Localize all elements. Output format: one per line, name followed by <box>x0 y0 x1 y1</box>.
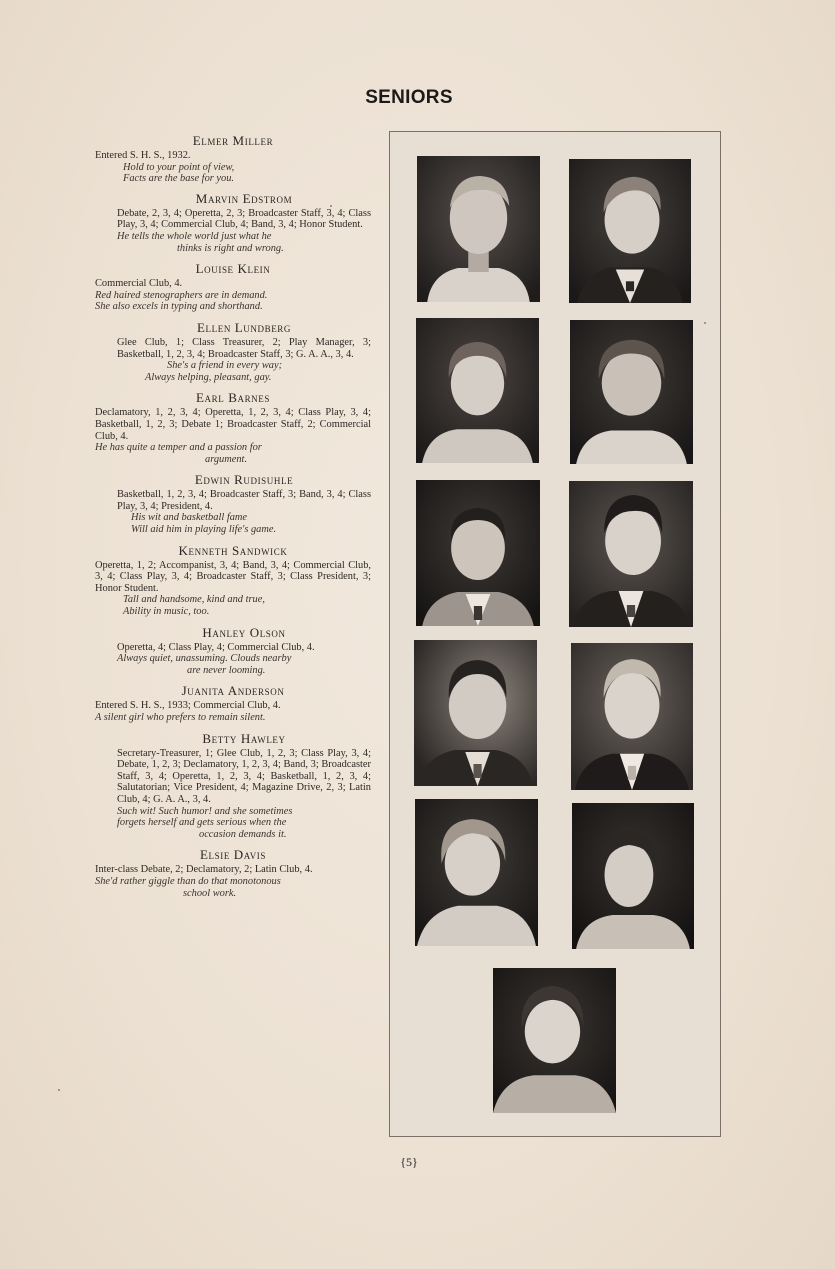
quote-line: Always helping, pleasant, gay. <box>145 371 272 383</box>
senior-entry <box>95 133 371 185</box>
quote-line: Red haired stenographers are in demand. <box>95 289 268 301</box>
senior-quote <box>95 712 371 724</box>
senior-activities: Basketball, 1, 2, 3, 4; Broadcaster Staff, 3; Band, 3, 4; Class Play, 3, 4; President, 4. <box>117 489 371 512</box>
senior-activities: Entered S. H. S., 1932. <box>95 150 191 161</box>
quote-line: A silent girl who prefers to remain silent. <box>95 712 266 723</box>
senior-name: Louise Klein <box>195 261 271 277</box>
senior-portrait-photo <box>493 968 616 1113</box>
quote-line: school work. <box>183 887 237 899</box>
senior-quote <box>117 231 371 254</box>
senior-quote <box>95 442 371 465</box>
senior-quote <box>117 806 371 841</box>
senior-activities: Declamatory, 1, 2, 3, 4; Operetta, 1, 2, 3, 4; Class Play, 3, 4; Basketball, 1, 2, 3; Debate 1; Broadcaster Staff, 2; Commercial Club, 4. <box>95 407 371 442</box>
senior-name: Elmer Miller <box>192 133 274 148</box>
quote-line: Such wit! Such humor! and she sometimes <box>117 805 293 817</box>
quote-line: She'd rather giggle than do that monotonous <box>95 875 281 887</box>
quote-line: Will aid him in playing life's game. <box>131 524 277 536</box>
senior-entry <box>95 625 371 677</box>
senior-entry <box>95 543 371 618</box>
senior-entry <box>95 191 371 254</box>
senior-quote <box>95 594 371 617</box>
quote-line: forgets herself and gets serious when the <box>117 817 287 829</box>
senior-activities: Secretary-Treasurer, 1; Glee Club, 1, 2, 3; Class Play, 3, 4; Debate, 1, 2, 3; Declamatory, 1, 2, 3, 4; Band, 3; Broadcaster Staff, 3, 4; Operetta, 1, 2, 3, 4; Basketball, 1, 2, 3, 4; Salutatorian; Vice President, 4; Magazine Drive, 2, 3; Latin Club, 4; G. A. A., 3, 4. <box>117 747 371 805</box>
quote-line: She's a friend in every way; <box>167 360 283 372</box>
senior-portrait-photo <box>417 156 540 302</box>
senior-quote <box>117 360 371 383</box>
senior-activities: Inter-class Debate, 2; Declamatory, 2; Latin Club, 4. <box>95 864 313 876</box>
senior-portrait-photo <box>572 803 694 949</box>
quote-line: thinks is right and wrong. <box>177 242 284 254</box>
senior-portrait-photo <box>414 640 537 786</box>
quote-line: Always quiet, unassuming. Clouds nearby <box>117 653 292 665</box>
print-speck <box>330 205 332 207</box>
senior-name: Marvin Edstrom <box>195 190 293 206</box>
quote-line: are never looming. <box>187 664 266 676</box>
senior-quote <box>95 290 371 313</box>
print-speck <box>58 1089 60 1091</box>
senior-entry <box>95 847 371 899</box>
senior-portrait-photo <box>416 318 539 463</box>
quote-line: occasion demands it. <box>199 828 287 840</box>
senior-name: Hanley Olson <box>202 624 286 640</box>
senior-entry <box>95 472 371 535</box>
quote-line: He has quite a temper and a passion for <box>95 442 262 454</box>
senior-activities: Glee Club, 1; Class Treasurer, 2; Play Manager, 3; Basketball, 1, 2, 3, 4; Broadcaster Staff, 3; G. A. A., 3, 4. <box>117 336 371 360</box>
senior-bio-column <box>95 133 371 906</box>
senior-portrait-photo <box>569 481 693 627</box>
senior-entry <box>95 261 371 313</box>
senior-activities: Operetta, 4; Class Play, 4; Commercial Club, 4. <box>117 641 315 653</box>
senior-entry <box>95 731 371 841</box>
senior-activities: Operetta, 1, 2; Accompanist, 3, 4; Band, 3, 4; Commercial Club, 3, 4; Class Play, 3, 4; Broadcaster Staff, 3; Class President, 3; Honor Student. <box>95 559 371 594</box>
quote-line: argument. <box>205 453 248 465</box>
senior-portrait-photo <box>571 643 693 790</box>
senior-name: Juanita Anderson <box>181 683 285 699</box>
quote-line: Hold to your point of view, <box>123 161 235 173</box>
senior-portrait-photo <box>569 159 691 303</box>
senior-entry <box>95 683 371 723</box>
senior-name: Betty Hawley <box>202 730 286 746</box>
senior-entry <box>95 390 371 465</box>
quote-line: Facts are the base for you. <box>123 173 235 185</box>
senior-name: Ellen Lundberg <box>196 319 292 335</box>
senior-name: Edwin Rudisuhle <box>194 472 294 488</box>
senior-name: Earl Barnes <box>196 390 270 406</box>
senior-portrait-photo <box>415 799 538 946</box>
quote-line: His wit and basketball fame <box>131 512 248 524</box>
page-number: {5} <box>400 1155 418 1169</box>
print-speck <box>704 322 706 324</box>
quote-line: Tall and handsome, kind and true, <box>123 594 265 606</box>
quote-line: Ability in music, too. <box>123 606 210 618</box>
senior-quote <box>117 512 371 535</box>
quote-line: He tells the whole world just what he <box>117 230 272 242</box>
senior-activities: Commercial Club, 4. <box>95 278 183 290</box>
quote-line: She also excels in typing and shorthand. <box>95 301 263 313</box>
senior-activities: Debate, 2, 3, 4; Operetta, 2, 3; Broadcaster Staff, 3, 4; Class Play, 3, 4; Commercial Club, 4; Band, 3, 4; Honor Student. <box>117 207 371 231</box>
senior-quote <box>95 876 371 899</box>
senior-portrait-photo <box>570 320 693 464</box>
senior-activities: Entered S. H. S., 1933; Commercial Club, 4. <box>95 700 281 712</box>
senior-quote <box>95 162 371 185</box>
senior-name: Elsie Davis <box>199 847 267 863</box>
page-title: SENIORS <box>365 87 453 108</box>
senior-entry <box>95 320 371 383</box>
senior-name: Kenneth Sandwick <box>178 542 288 558</box>
senior-quote <box>117 653 371 676</box>
senior-portrait-photo <box>416 480 540 626</box>
